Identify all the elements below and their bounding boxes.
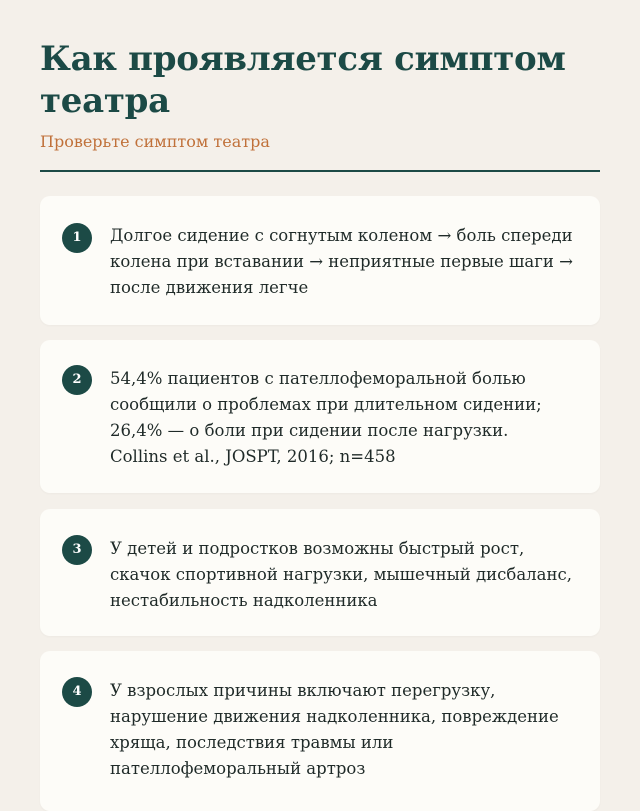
item-text: 54,4% пациентов с пателлофеморальной болью сообщили о проблемах при длительном сидении; 26,4% — о боли при сидении после нагрузки. (110, 369, 542, 440)
item-number-badge: 4 (62, 677, 92, 707)
page-title: Как проявляется симптом театра (40, 39, 566, 121)
header-divider (40, 170, 600, 172)
symptom-card-4 (40, 651, 600, 811)
item-number-badge: 3 (62, 535, 92, 565)
header (40, 38, 600, 154)
item-text: Долгое сидение с согнутым коленом → боль спереди колена при вставании → неприятные первые шаги → после движения легче (110, 226, 573, 297)
item-text: У детей и подростков возможны быстрый рост, скачок спортивной нагрузки, мышечный дисбаланс, нестабильность надколенника (110, 539, 572, 610)
item-number-badge: 2 (62, 365, 92, 395)
item-number-badge: 1 (62, 223, 92, 253)
symptom-card-1 (40, 196, 600, 325)
page-subtitle: Проверьте симптом театра (40, 132, 270, 151)
item-text: У взрослых причины включают перегрузку, нарушение движения надколенника, повреждение хряща, последствия травмы или пателлофеморальный артроз (110, 681, 559, 778)
item-citation: Collins et al., JOSPT, 2016; n=458 (110, 447, 396, 466)
item-text-block (110, 366, 584, 470)
symptom-card-3 (40, 509, 600, 636)
symptom-card-2 (40, 340, 600, 493)
